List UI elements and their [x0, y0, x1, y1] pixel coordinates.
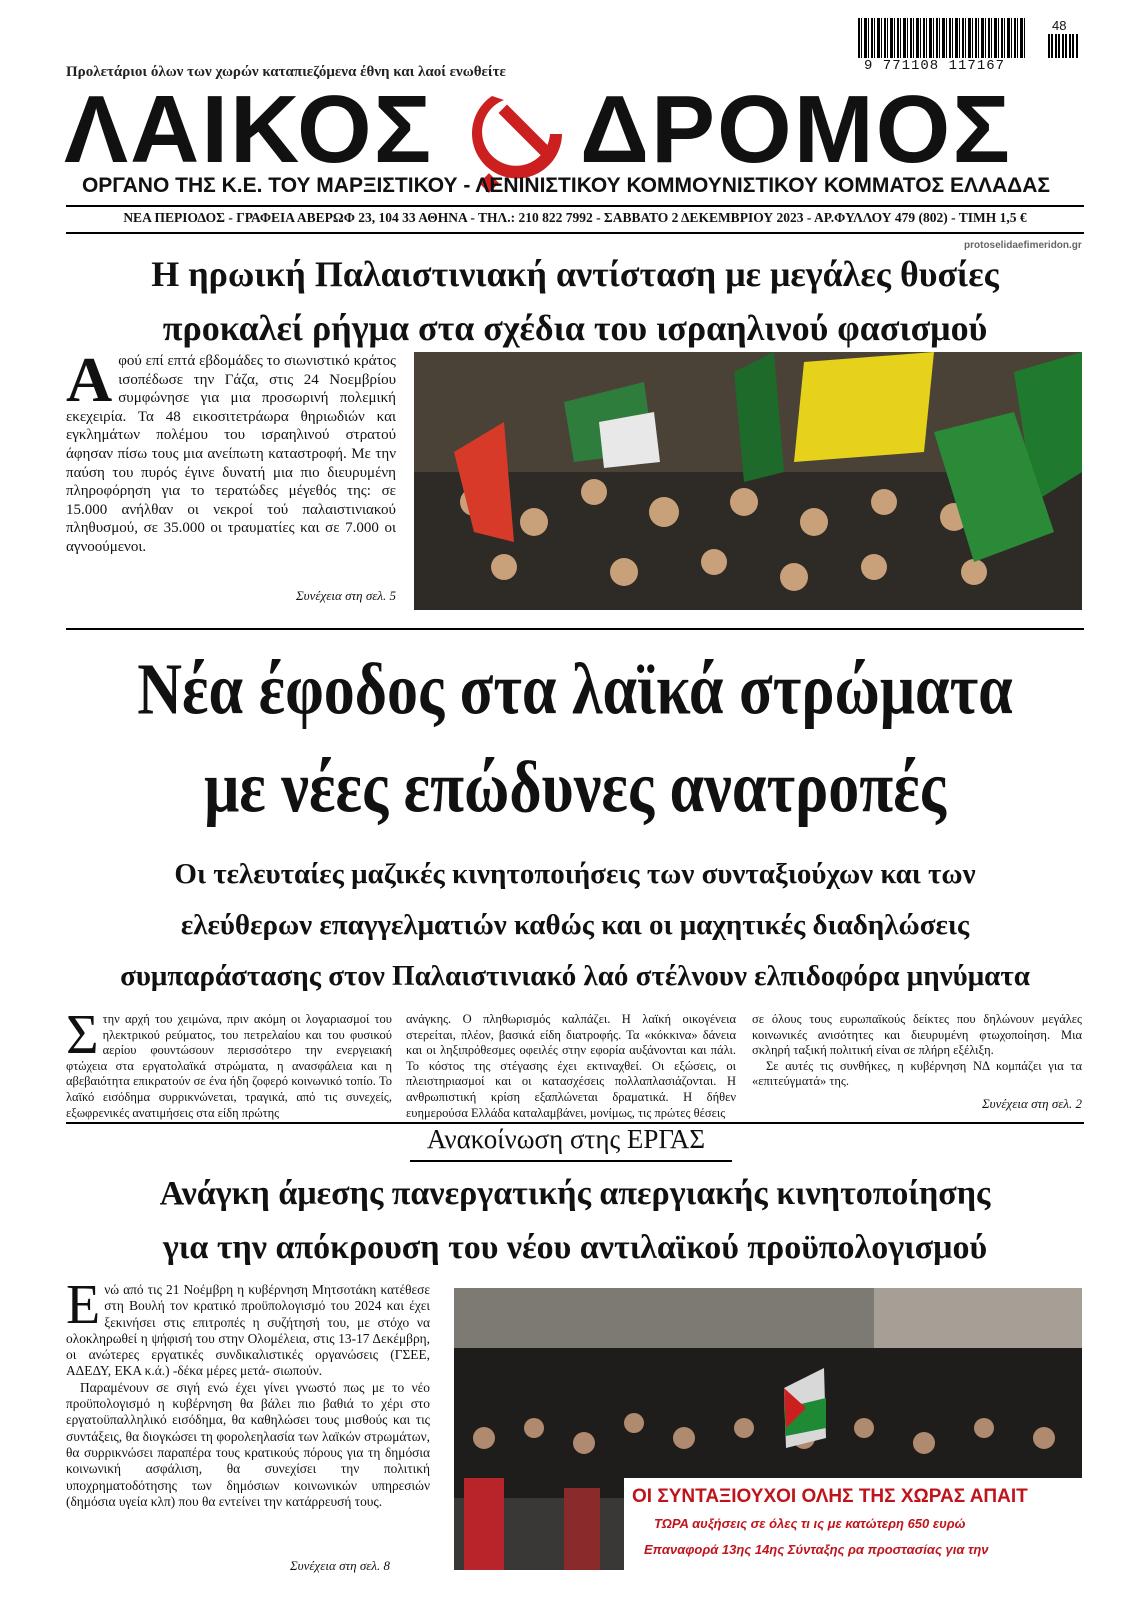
article2-subhead-line3: συμπαράστασης στον Παλαιστινιακό λαό στέλνουν ελπιδοφόρα μηνύματα — [120, 960, 1030, 992]
article2-headline-line1: Νέα έφοδος στα λαϊκά στρώματα — [137, 649, 1013, 731]
masthead-subtitle: ΟΡΓΑΝΟ ΤΗΣ Κ.Ε. ΤΟΥ ΜΑΡΞΙΣΤΙΚΟΥ - ΛΕΝΙΝΙΣΤΙΚΟΥ ΚΟΜΜΟΥΝΙΣΤΙΚΟΥ ΚΟΜΜΑΤΟΣ ΕΛΛΑΔΑΣ — [81, 174, 1051, 197]
masthead-right: ΔΡΟΜΟΣ — [580, 76, 1012, 183]
article3-label: Ανακοίνωση στης ΕΡΓΑΣ — [426, 1124, 706, 1154]
article3-headline-line2: για την απόκρουση του νέου αντιλαϊκού προϋπολογισμού — [162, 1229, 988, 1266]
banner-line3: Επαναφορά 13ης 14ης Σύνταξης ρα προστασίας για την — [644, 1542, 989, 1557]
article3-para1: νώ από τις 21 Νοέμβρη η κυβέρνηση Μητσοτάκη κατέθεσε στη Βουλή τον κρατικό προϋπολογισμό του 2024 και έχει ξεκινήσει στις επιτροπές η συζήτησή του, με στόχο να ολοκληρωθεί η ψήφισή του στην Ολομέλεια, στις 13-17 Δεκέμβρη, οι ανώτερες εργατικές συνδικαλιστικές οργανώσεις (ΓΣΕΕ, ΑΔΕΔΥ, ΕΚΑ κ.ά.) -δέκα μέρες μετά- σιωπούν. — [66, 1282, 430, 1379]
masthead-left: ΛΑΙΚΟΣ — [64, 76, 434, 183]
article2-dropcap: Σ — [66, 1004, 99, 1066]
article1-continued: Συνέχεια στη σελ. 5 — [295, 588, 396, 603]
pensioners-march-photo — [454, 1288, 1082, 1570]
article2-col1-text: την αρχή του χειμώνα, πριν ακόμη οι λογαριασμοί του ηλεκτρικού ρεύματος, του πετρελαίου και του φυσικού αερίου φουντώσουν περισσότερο την ενεργειακή φτώχεια στα εργατολαϊκά στρώματα, η ανασφάλεια και η αβεβαιότητα επικρατούν σε ένα ήδη ζοφερό κοινωνικό τοπίο. Το λαϊκό εισόδημα συρρικνώνεται, τραγικά, από τις συνεχείς, εξωφρενικές ανατιμήσεις στα είδη πρώτης — [66, 1012, 392, 1120]
article2-continued: Συνέχεια στη σελ. 2 — [981, 1096, 1082, 1111]
issue-number-small: 48 — [1052, 18, 1067, 33]
issue-info-line: ΝΕΑ ΠΕΡΙΟΔΟΣ - ΓΡΑΦΕΙΑ ΑΒΕΡΩΦ 23, 104 33 ΑΘΗΝΑ - ΤΗΛ.: 210 822 7992 - ΣΑΒΒΑΤΟ 2 ΔΕΚΕΜΒΡΙΟΥ 2023 - ΑΡ.ΦΥΛΛΟΥ 479 (802) - ΤΙΜΗ 1,5 € — [123, 210, 1027, 225]
divider — [66, 628, 1084, 630]
article3-para2: Παραμένουν σε σιγή ενώ έχει γίνει γνωστό πως με το νέο προϋπολογισμό η κυβέρνηση θα βάλει πιο βαθιά το χέρι στο εργατοϋπαλληλικό εισόδημα, θα καθηλώσει τους μισθούς και τις συντάξεις, θα διογκώσει τη φορολεηλασία των λαϊκών στρωμάτων, θα συρρικνώσει παραπέρα τους κρατικούς πόρους για τη δημόσια κοινωνική ασφάλιση, θα συνεχίσει την πολιτική υποχρηματοδότησης των δημόσιων κοινωνικών υπηρεσιών (δημόσια υγεία κλπ) που θα εντείνει την κατάρρευσή τους. — [66, 1379, 430, 1509]
article2-subhead-line2: ελεύθερων επαγγελματιών καθώς και οι μαχητικές διαδηλώσεις — [180, 909, 970, 941]
article1-headline-line1: Η ηρωική Παλαιστινιακή αντίσταση με μεγάλες θυσίες — [151, 254, 999, 294]
article2-column2: ανάγκης. Ο πληθωρισμός καλπάζει. Η λαϊκή οικογένεια στερείται, πλέον, βασικά είδη διατροφής. Τα «κόκκινα» δάνεια και οι ληξιπρόθεσμες οφειλές στην εφορία αυξάνονται και πάλι. Το κόστος της στέγασης έχει εκτιναχθεί. Οι εξώσεις, οι πλειστηριασμοί και οι κατασχέσεις πολλαπλασιάζονται. Η ανθρωπιστική κρίση εξαπλώνεται δραματικά. Η δήθεν ευημερούσα Ελλάδα καταλαμβάνει, μονίμως, τις πρώτες θέσεις — [406, 1012, 736, 1120]
divider — [66, 232, 1084, 234]
motto: Προλετάριοι όλων των χωρών καταπιεζόμενα έθνη και λαοί ενωθείτε — [66, 64, 506, 80]
article1-text: φού επί επτά εβδομάδες το σιωνιστικό κράτος ισοπέδωσε την Γάζα, στις 24 Νοεμβρίου συμφώνησε για μια προσωρινή πολεμική εκεχειρία. Τα 48 εικοσιτετράωρα θηριωδιών και εγκλημάτων πολέμου του ισραηλινού στρατού άφησαν πίσω τους μια ανείπωτη καταστροφή. Με την παύση του πυρός έγινε δυνατή μια πιο διευρυμένη πληροφόρηση για το τερατώδες μέγεθός της: σε 15.000 ανήλθαν οι νεκροί τού παλαιστινιακού πληθυσμού, σε 35.000 οι τραυματίες και σε 7.000 οι αγνοούμενοι. — [66, 353, 396, 555]
article2-headline-line2: με νέες επώδυνες ανατροπές — [204, 747, 946, 829]
article2-col3-para1: σε όλους τους ευρωπαϊκούς δείκτες που δηλώνουν μεγάλες κοινωνικές ανισότητες και διευρυμένη φτωχοποίηση. Μια σκληρή ταξική πολιτική είναι σε πλήρη εξέλιξη. — [752, 1012, 1082, 1058]
barcode-number: 9 771108 117167 — [864, 58, 1006, 74]
article1-body — [66, 344, 396, 557]
article3-headline-line1: Ανάγκη άμεσης πανεργατικής απεργιακής κινητοποίησης — [159, 1175, 991, 1212]
banner-line1: ΟΙ ΣΥΝΤΑΞΙΟΥΧΟΙ ΟΛΗΣ ΤΗΣ ΧΩΡΑΣ ΑΠΑΙΤ — [632, 1486, 1028, 1507]
article2-column3 — [752, 1012, 1082, 1090]
palestine-protest-photo — [414, 352, 1082, 610]
article2-column1 — [66, 1004, 392, 1121]
article2-subhead-line1: Οι τελευταίες μαζικές κινητοποιήσεις των συνταξιούχων και των — [174, 858, 976, 890]
barcode-addon — [1048, 34, 1078, 58]
barcode — [858, 18, 1026, 58]
source-watermark: protoselidaefimeridon.gr — [964, 240, 1082, 251]
divider — [66, 205, 1084, 207]
label-underline — [410, 1160, 732, 1162]
article3-body — [66, 1274, 430, 1510]
article3-dropcap: Ε — [66, 1274, 101, 1336]
article2-col3-para2: Σε αυτές τις συνθήκες, η κυβέρνηση ΝΔ κομπάζει για τα «επιτεύγματά» της. — [752, 1058, 1082, 1089]
article1-headline-line2: προκαλεί ρήγμα στα σχέδια του ισραηλινού φασισμού — [162, 308, 988, 348]
article1-dropcap: Α — [66, 344, 113, 415]
article3-continued: Συνέχεια στη σελ. 8 — [289, 1558, 390, 1573]
banner-line2: ΤΩΡΑ αυξήσεις σε όλες τι ις με κατώτερη 650 ευρώ — [654, 1516, 966, 1531]
